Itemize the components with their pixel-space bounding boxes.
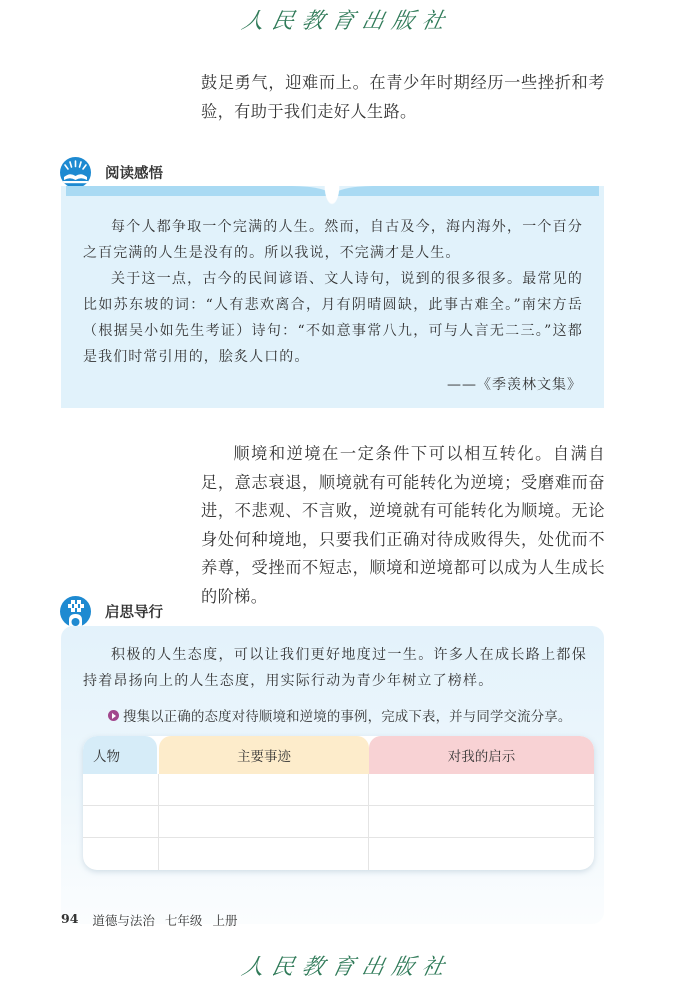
- footer-subject: 道德与法治: [92, 913, 155, 928]
- task-text: 搜集以正确的态度对待顺境和逆境的事例，完成下表，并与同学交流分享。: [123, 710, 572, 725]
- publisher-logo-bottom: 人民教育出版社: [239, 955, 455, 980]
- reading-excerpt: [83, 214, 583, 370]
- table-row: [83, 806, 594, 838]
- book-page-left-edge: [66, 186, 332, 196]
- guide-paragraph: 积极的人生态度，可以让我们更好地度过一生。许多人在成长路上都保持着昂扬向上的人生态度，用实际行动为青少年树立了榜样。: [83, 647, 587, 689]
- page-footer: [61, 911, 237, 929]
- book-spine-notch: [323, 186, 341, 208]
- reading-paragraph-2: 关于这一点，古今的民间谚语、文人诗句，说到的很多很多。最常见的比如苏东坡的词：“人有悲欢离合，月有阴晴圆缺，此事古难全。”南宋方岳（根据吴小如先生考证）诗句：“不如意事常八九，可与人言无二三。”这都是我们时常引用的，脍炙人口的。: [83, 271, 583, 365]
- footer-volume: 上册: [212, 913, 238, 928]
- reading-paragraph-1: 每个人都争取一个完满的人生。然而，自古及今，海内海外，一个百分之百完满的人生是没有的。所以我说，不完满才是人生。: [83, 219, 583, 261]
- table-body: [83, 774, 594, 870]
- table-cell-person[interactable]: [83, 774, 159, 805]
- table-cell-person[interactable]: [83, 806, 159, 837]
- guide-intro: [83, 642, 587, 694]
- column-header-deeds: 主要事迹: [159, 736, 369, 774]
- table-cell-inspiration[interactable]: [369, 774, 594, 805]
- intro-paragraph: [201, 69, 605, 126]
- table-row: [83, 774, 594, 806]
- intro-text: 鼓足勇气，迎难而上。在青少年时期经历一些挫折和考验，有助于我们走好人生路。: [201, 73, 605, 121]
- sunrise-book-icon: [60, 157, 91, 188]
- publisher-logo-top: 人民教育出版社: [239, 9, 455, 34]
- reading-panel: [61, 186, 604, 408]
- example-table: [83, 736, 594, 870]
- page-number: 94: [61, 911, 79, 926]
- checkered-person-icon: [60, 596, 91, 627]
- table-cell-deeds[interactable]: [159, 806, 369, 837]
- table-cell-inspiration[interactable]: [369, 806, 594, 837]
- task-instruction: [108, 706, 572, 725]
- table-cell-inspiration[interactable]: [369, 838, 594, 870]
- table-header-row: [83, 736, 594, 774]
- play-bullet-icon: [108, 710, 119, 721]
- reading-source-citation: ——《季羡林文集》: [447, 377, 582, 393]
- guide-section-title: 启思导行: [105, 604, 163, 621]
- guide-section-header: [60, 596, 163, 626]
- table-cell-deeds[interactable]: [159, 774, 369, 805]
- footer-grade: 七年级: [164, 913, 203, 928]
- table-cell-person[interactable]: [83, 838, 159, 870]
- table-row: [83, 838, 594, 870]
- book-page-right-edge: [333, 186, 599, 196]
- main-paragraph: [201, 440, 605, 612]
- reading-section-title: 阅读感悟: [105, 165, 163, 182]
- table-cell-deeds[interactable]: [159, 838, 369, 870]
- guide-panel: [61, 626, 604, 924]
- column-header-inspiration: 对我的启示: [369, 736, 594, 774]
- column-header-person: 人物: [83, 736, 157, 774]
- main-paragraph-text: 顺境和逆境在一定条件下可以相互转化。自满自足，意志衰退，顺境就有可能转化为逆境；受磨难而奋进，不悲观、不言败，逆境就有可能转化为顺境。无论身处何种境地，只要我们正确对待成败得失，处优而不养尊，受挫而不短志，顺境和逆境都可以成为人生成长的阶梯。: [201, 444, 605, 606]
- reading-section-header: [60, 157, 163, 187]
